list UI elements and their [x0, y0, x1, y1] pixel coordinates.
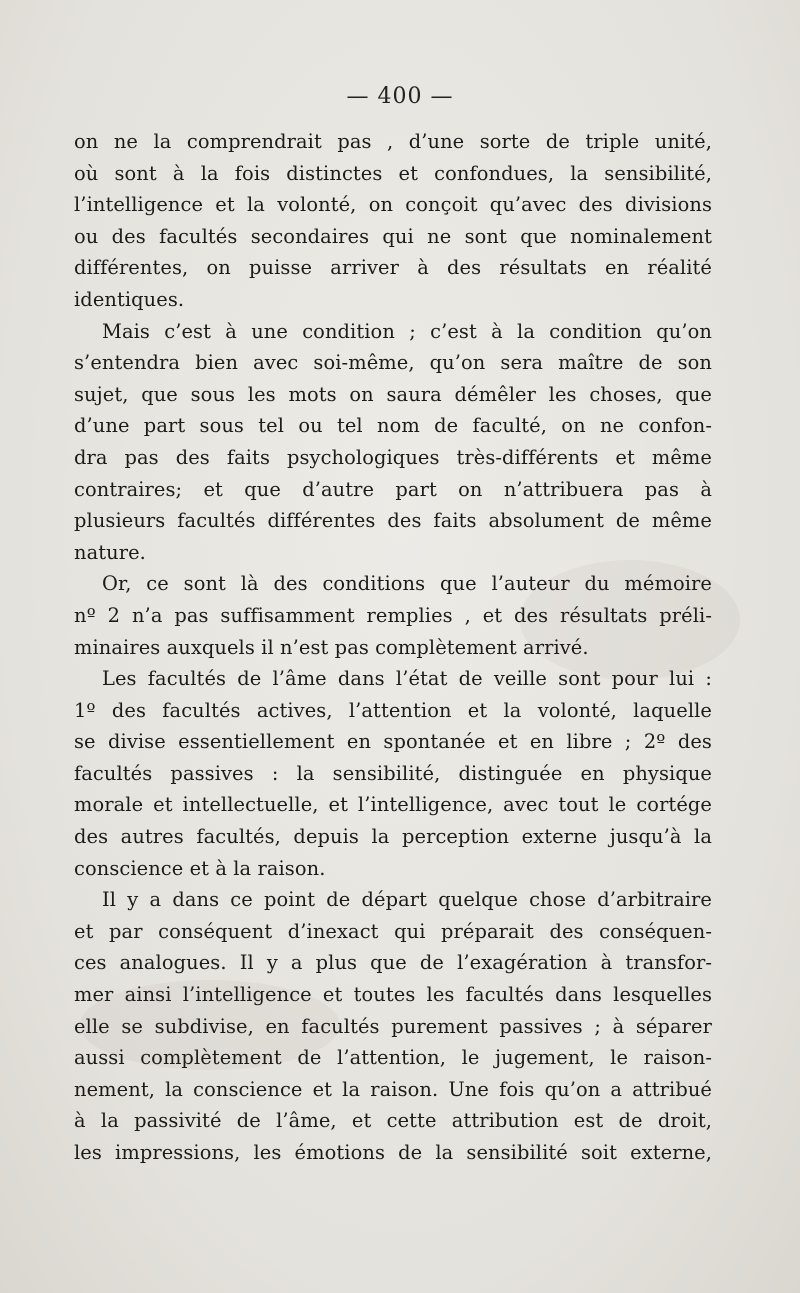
text-line: des autres facultés, depuis la perception externe jusqu’à la [74, 825, 712, 849]
text-line: contraires; et que d’autre part on n’attribuera pas à [74, 477, 712, 501]
text-line: Or, ce sont là des conditions que l’auteur du mémoire [102, 572, 712, 596]
text-line: Les facultés de l’âme dans l’état de veille sont pour lui : [102, 667, 712, 691]
text-line: nº 2 n’a pas suffisamment remplies , et des résultats préli- [74, 603, 712, 627]
text-line: facultés passives : la sensibilité, distinguée en physique [74, 761, 712, 785]
text-line: les impressions, les émotions de la sensibilité soit externe, [74, 1141, 712, 1164]
text-line: on ne la comprendrait pas , d’une sorte de triple unité, [74, 130, 712, 153]
text-line: à la passivité de l’âme, et cette attribution est de droit, [74, 1109, 712, 1133]
text-line: plusieurs facultés différentes des faits absolument de même [74, 509, 712, 533]
text-line: ces analogues. Il y a plus que de l’exagération à transfor- [74, 951, 712, 975]
text-line: et par conséquent d’inexact qui préparait des conséquen- [74, 919, 712, 943]
text-line: identiques. [74, 287, 185, 311]
text-line: nement, la conscience et la raison. Une fois qu’on a attribué [74, 1077, 712, 1101]
text-line: aussi complètement de l’attention, le jugement, le raison- [74, 1046, 712, 1070]
text-line: nature. [74, 540, 146, 564]
text-line: d’une part sous tel ou tel nom de faculté, on ne confon- [74, 414, 712, 438]
text-line: minaires auxquels il n’est pas complètement arrivé. [74, 635, 589, 659]
text-line: morale et intellectuelle, et l’intelligence, avec tout le cortége [74, 793, 712, 817]
text-line: dra pas des faits psychologiques très-différents et même [74, 445, 712, 469]
text-line: ou des facultés secondaires qui ne sont que nominalement [74, 224, 712, 248]
text-line: où sont à la fois distinctes et confondues, la sensibilité, [74, 161, 712, 185]
text-line: mer ainsi l’intelligence et toutes les facultés dans lesquelles [74, 983, 712, 1007]
text-line: sujet, que sous les mots on saura démêler les choses, que [74, 382, 712, 406]
text-line: 1º des facultés actives, l’attention et la volonté, laquelle [74, 698, 712, 722]
page-number: — 400 — [346, 84, 454, 109]
text-line: se divise essentiellement en spontanée et en libre ; 2º des [74, 730, 712, 754]
text-line: Il y a dans ce point de départ quelque chose d’arbitraire [102, 888, 712, 912]
body-text [74, 126, 712, 1169]
text-line: Mais c’est à une condition ; c’est à la condition qu’on [102, 319, 712, 343]
text-line: elle se subdivise, en facultés purement passives ; à séparer [74, 1014, 712, 1038]
text-line: l’intelligence et la volonté, on conçoit qu’avec des divisions [74, 193, 712, 217]
text-line: s’entendra bien avec soi-même, qu’on sera maître de son [74, 351, 712, 375]
text-line: différentes, on puisse arriver à des résultats en réalité [74, 256, 712, 280]
text-line: conscience et à la raison. [74, 856, 326, 880]
